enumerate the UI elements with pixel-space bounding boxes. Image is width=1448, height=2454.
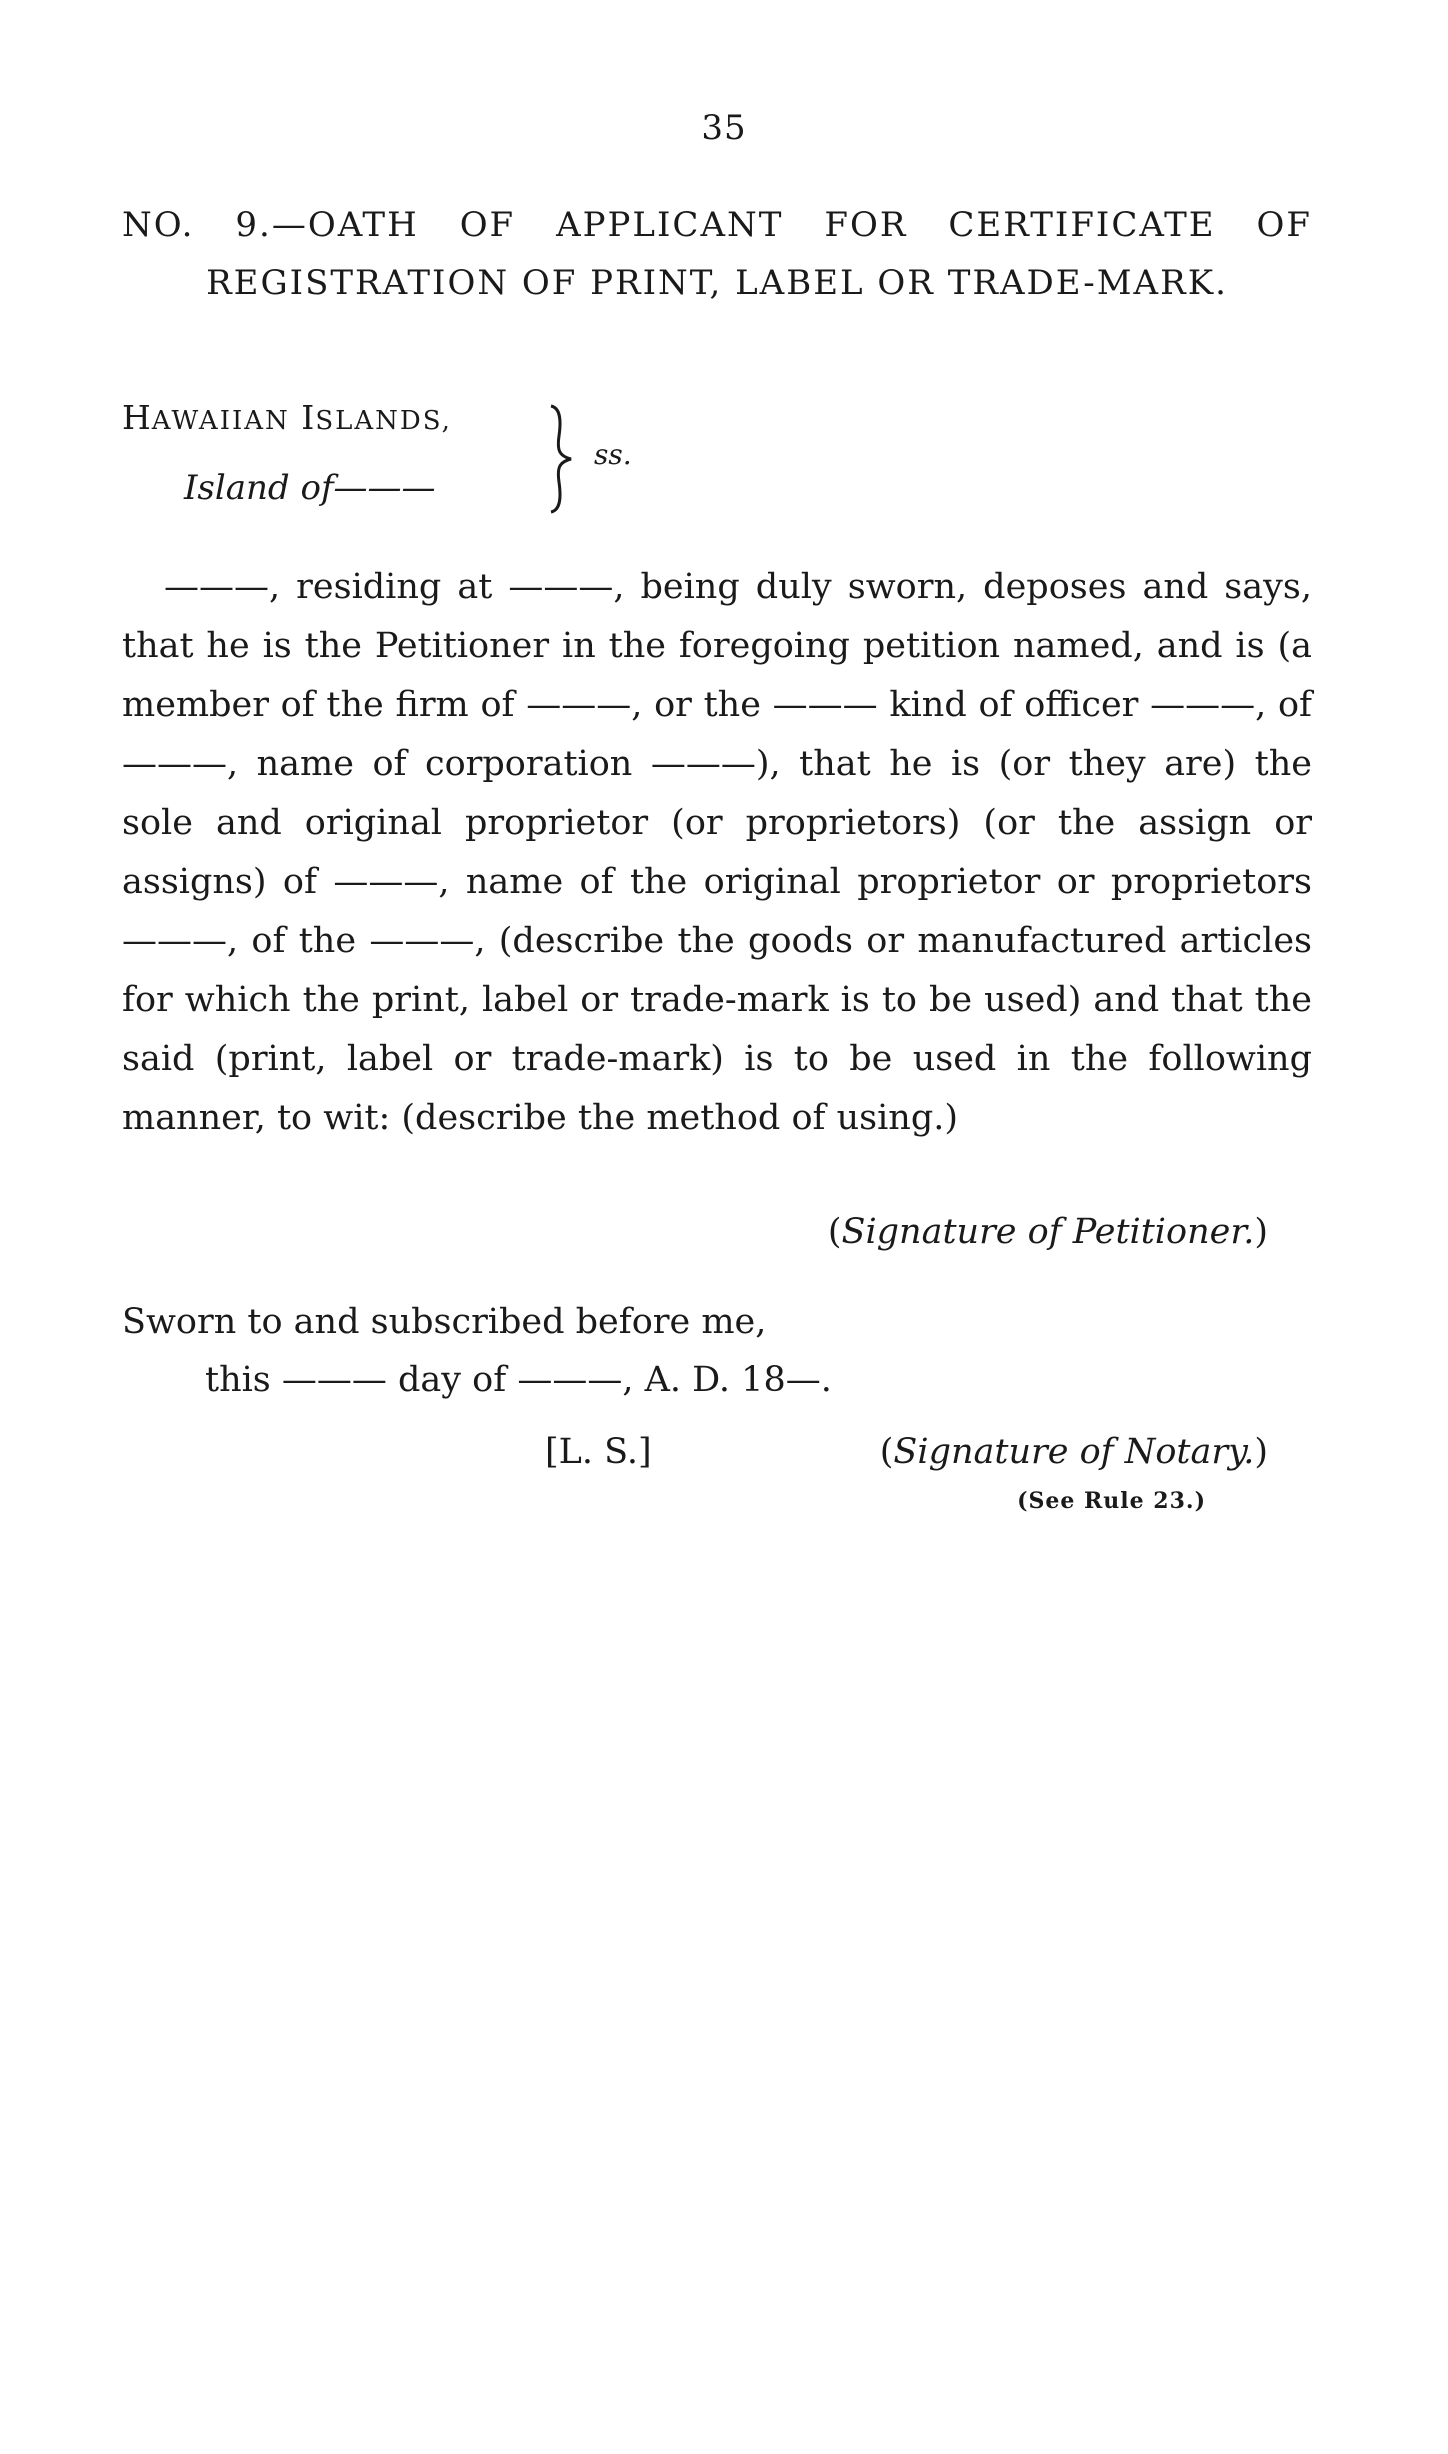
venue-territory: HAWAIIAN ISLANDS, <box>122 398 452 437</box>
form-title: NO. 9.—OATH OF APPLICANT FOR CERTIFICATE OF REGISTRATION OF PRINT, LABEL OR TRADE-MARK. <box>122 205 1312 303</box>
notary-signature-line: (Signature of Notary.) <box>879 1432 1268 1472</box>
jurat-line-2: this ——— day of ———, A. D. 18—. <box>205 1360 832 1400</box>
curly-brace-icon <box>545 404 575 514</box>
venue-block <box>122 398 742 538</box>
venue-island: Island of——— <box>184 468 436 508</box>
jurat-line-1: Sworn to and subscribed before me, <box>122 1302 767 1342</box>
oath-body: ———, residing at ———, being duly sworn, deposes and says, that he is the Petitioner in the foregoing petition named, and is (a member of the firm of ———, or the ——— kind of officer ———, of ———, name of corporation ———), that he is (or they are) the sole and original proprietor (or proprietors) (or the assign or assigns) of ———, name of the original proprietor or proprietors ———, of the ———, (describe the goods or manufactured articles for which the print, label or trade-mark is to be used) and that the said (print, label or trade-mark) is to be used in the following manner, to wit: (describe the method of using.) <box>122 567 1312 1138</box>
petitioner-signature-line: (Signature of Petitioner.) <box>827 1212 1268 1252</box>
rule-reference: (See Rule 23.) <box>1017 1488 1206 1514</box>
page-number: 35 <box>701 108 747 148</box>
seal-marker: [L. S.] <box>545 1432 652 1472</box>
ss-abbreviation: ss. <box>594 438 632 471</box>
